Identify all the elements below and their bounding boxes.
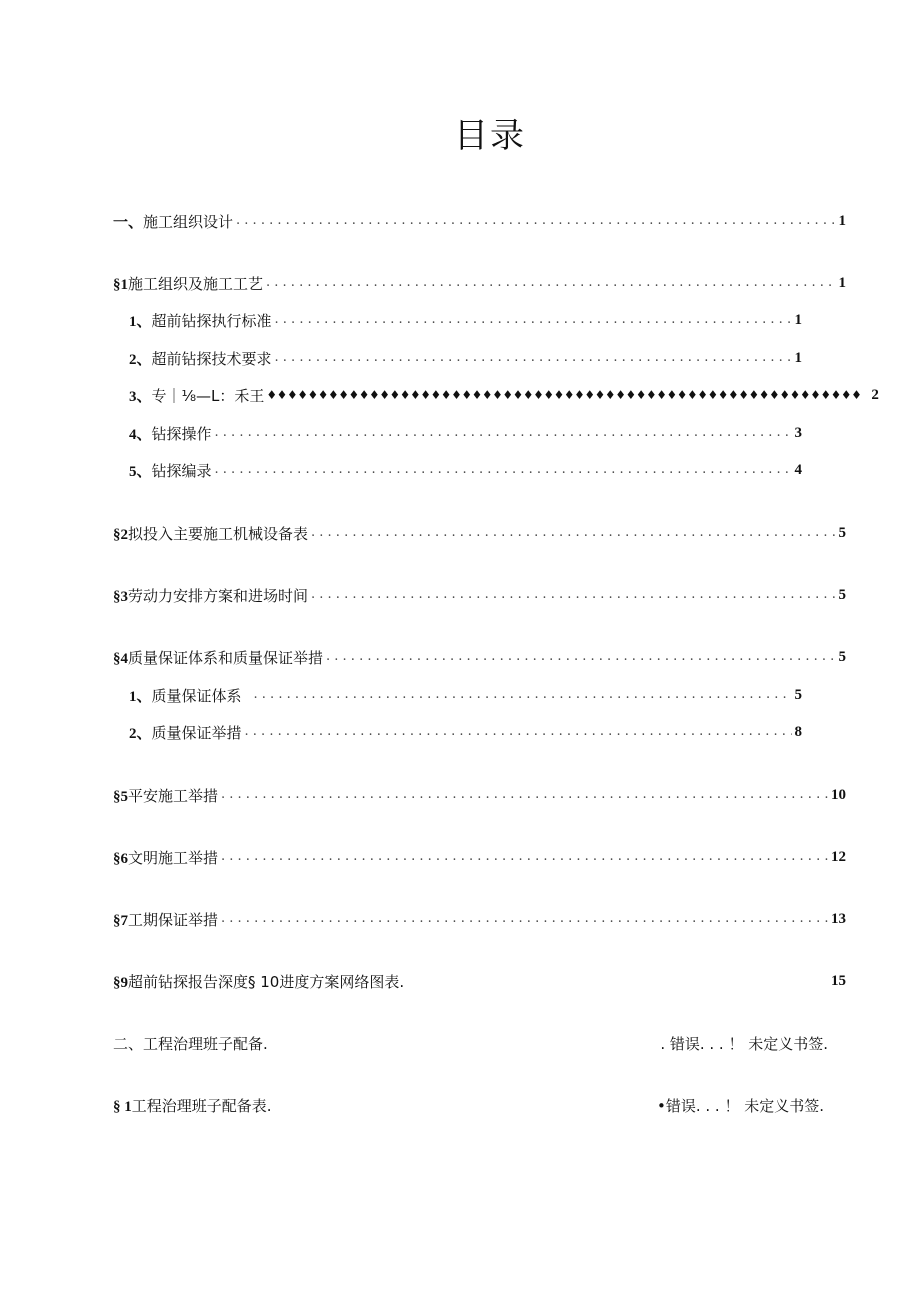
- toc-subentry[interactable]: [129, 720, 802, 744]
- toc-subentry[interactable]: [129, 683, 802, 707]
- dot-leader: [254, 683, 792, 707]
- toc-entry[interactable]: [113, 907, 846, 931]
- dot-leader: [275, 308, 792, 332]
- dot-leader: [215, 458, 792, 482]
- toc-entry-label: 5、钻探编录: [129, 461, 212, 480]
- toc-page-number: 13: [831, 910, 846, 927]
- toc-page-number: 5: [794, 686, 802, 703]
- toc-entry-label: 2、超前钻探技术要求: [129, 349, 272, 368]
- toc-entry[interactable]: [113, 969, 846, 993]
- toc-page-number: 5: [838, 586, 846, 603]
- toc-entry[interactable]: [113, 1093, 824, 1117]
- dot-leader: [221, 783, 828, 807]
- dot-leader: [221, 907, 828, 931]
- bookmark-error: •错误. . . ！ 未定义书签.: [657, 1096, 824, 1115]
- toc-page-number: 1: [794, 349, 802, 366]
- toc-entry-label: 二、工程治理班子配备.: [113, 1034, 268, 1053]
- dot-leader: [266, 271, 835, 295]
- toc-entry[interactable]: [113, 1031, 828, 1055]
- toc-page-number: 2: [871, 386, 879, 403]
- toc-entry-label: 一、施工组织设计: [113, 212, 234, 231]
- toc-entry[interactable]: [113, 845, 846, 869]
- toc-subentry[interactable]: [129, 383, 879, 407]
- toc-subentry[interactable]: [129, 458, 802, 482]
- toc-page-number: 5: [838, 648, 846, 665]
- toc-page-number: 10: [831, 786, 846, 803]
- toc-entry-label: §9超前钻探报告深度§ 10进度方案网络图表.: [113, 972, 405, 991]
- dot-leader: [311, 583, 835, 607]
- dot-leader: [245, 720, 792, 744]
- toc-entry[interactable]: [113, 583, 846, 607]
- dot-leader: [215, 421, 792, 445]
- toc-entry-label: 2、质量保证举措: [129, 723, 242, 742]
- garbled-leader: ♦♦♦♦♦♦♦♦♦♦♦♦♦♦♦♦♦♦♦♦♦♦♦♦♦♦♦♦♦♦♦♦♦♦♦♦♦♦♦♦♦♦♦♦♦♦♦♦♦♦♦♦♦♦♦♦♦♦: [266, 388, 862, 402]
- toc-subentry[interactable]: [129, 421, 802, 445]
- toc-entry-label: §2拟投入主要施工机械设备表: [113, 524, 309, 543]
- toc-page-number: 3: [794, 424, 802, 441]
- toc-entry-label: 4、钻探操作: [129, 424, 212, 443]
- dot-leader: [221, 845, 828, 869]
- toc-entry-label: § 1工程治理班子配备表.: [113, 1096, 272, 1115]
- bookmark-error: . 错误. . . ！ 未定义书签.: [660, 1034, 828, 1053]
- toc-page-number: 15: [831, 972, 846, 989]
- toc-entry-label: §5平安施工举措: [113, 786, 219, 805]
- toc-subentry[interactable]: [129, 346, 802, 370]
- toc-page-number: 1: [794, 311, 802, 328]
- toc-page-number: 5: [838, 524, 846, 541]
- toc-entry[interactable]: [113, 521, 846, 545]
- dot-leader: [236, 209, 835, 233]
- toc-entry[interactable]: [113, 783, 846, 807]
- toc-entry[interactable]: [113, 271, 846, 295]
- toc-page-number: 8: [794, 723, 802, 740]
- toc-entry-label: §1施工组织及施工工艺: [113, 274, 264, 293]
- toc-page-number: 1: [838, 212, 846, 229]
- toc-entry-label: §7工期保证举措: [113, 910, 219, 929]
- dot-leader: [275, 346, 792, 370]
- toc-title: 目录: [454, 116, 526, 156]
- toc-entry-label: 1、超前钻探执行标准: [129, 311, 272, 330]
- toc-entry-label: §6文明施工举措: [113, 848, 219, 867]
- toc-page-number: 12: [831, 848, 846, 865]
- toc-page-number: 1: [838, 274, 846, 291]
- toc-entry[interactable]: [113, 209, 846, 233]
- toc-entry-label: §4质量保证体系和质量保证举措: [113, 648, 324, 667]
- dot-leader: [311, 521, 835, 545]
- toc-page-number: 4: [794, 461, 802, 478]
- toc-entry-label: §3劳动力安排方案和进场时间: [113, 586, 309, 605]
- toc-subentry[interactable]: [129, 308, 802, 332]
- toc-entry-label: 3、专｜⅛—L：禾王: [129, 386, 265, 405]
- toc-entry[interactable]: [113, 645, 846, 669]
- dot-leader: [326, 645, 835, 669]
- toc-entry-label: 1、质量保证体系: [129, 686, 242, 705]
